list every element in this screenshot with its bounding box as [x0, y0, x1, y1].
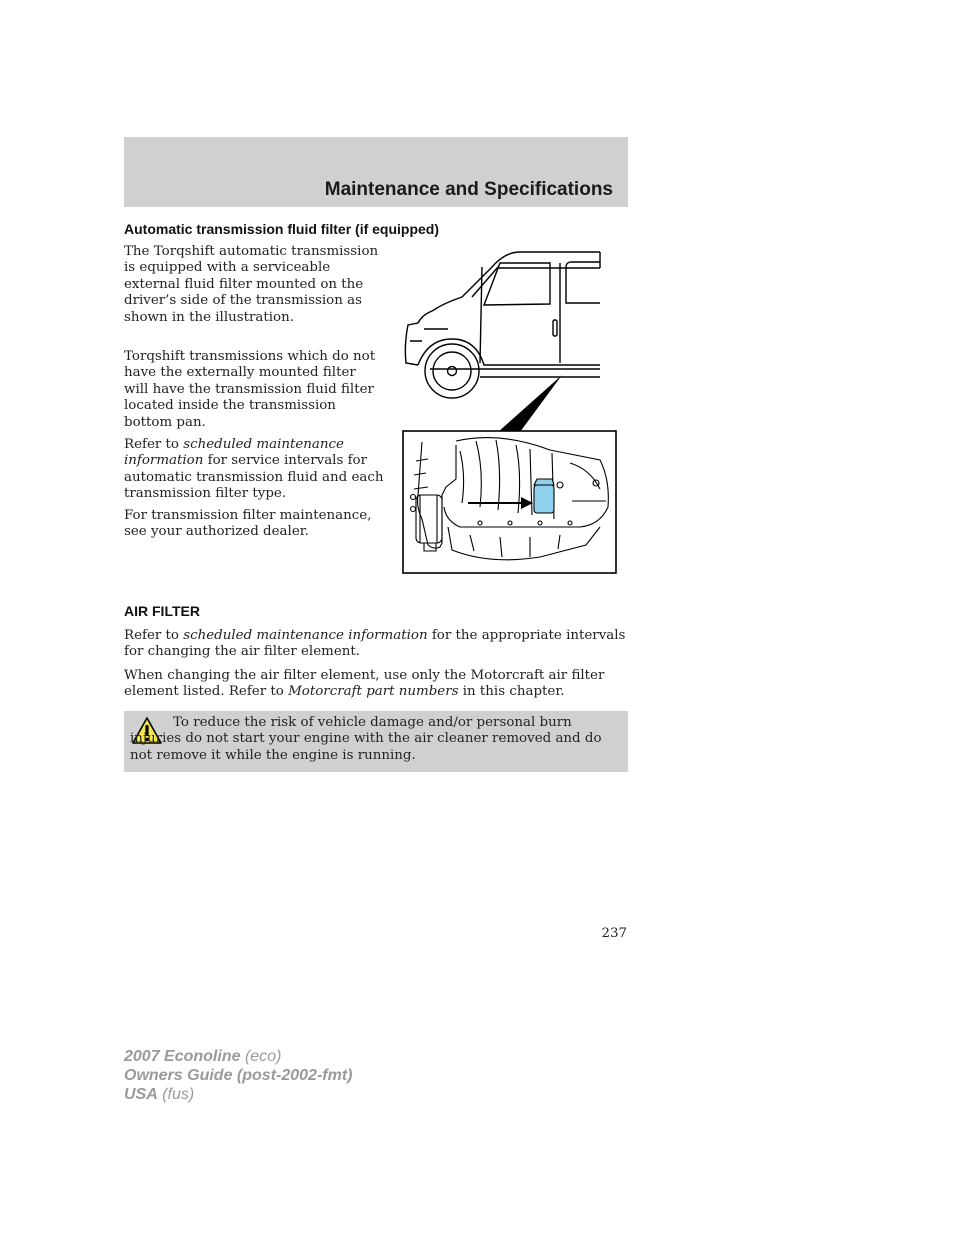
transmission-paragraph-1: The Torqshift automatic transmission is equipped with a serviceable external fluid filter mounted on the driver’s side of the transmission as shown in the illustration.	[124, 244, 379, 325]
footer-market-code: (fus)	[157, 1086, 195, 1103]
page-section-title: Maintenance and Specifications	[324, 179, 613, 200]
air-filter-heading: AIR FILTER	[124, 603, 200, 619]
text-run: When changing the air filter element, use only the Motorcraft air filter element listed. Refer to	[124, 668, 605, 700]
callout-pointer	[498, 375, 562, 432]
text-run: Refer to	[124, 437, 184, 452]
text-run: Refer to	[124, 628, 184, 643]
footer-line-1	[124, 1047, 352, 1066]
motorcraft-part-numbers-reference: Motorcraft part numbers	[288, 684, 459, 700]
external-fluid-filter-icon	[534, 485, 554, 513]
text-run: for the appropriate intervals for changing the air filter element.	[124, 628, 626, 660]
text-run: in this chapter.	[458, 684, 565, 700]
footer-model: 2007 Econoline	[124, 1048, 241, 1065]
footer-line-3	[124, 1085, 352, 1104]
warning-callout	[124, 711, 628, 772]
header-band	[124, 137, 628, 207]
air-filter-paragraph-1	[124, 628, 628, 661]
footer-market: USA	[124, 1086, 158, 1103]
van-transmission-illustration	[400, 245, 630, 580]
footer-line-2: Owners Guide (post-2002-fmt)	[124, 1067, 353, 1084]
text-run: for service intervals for automatic transmission fluid and each transmission filter type.	[124, 453, 384, 502]
air-filter-paragraph-2	[124, 668, 628, 701]
footer-model-code: (eco)	[240, 1048, 282, 1065]
transmission-paragraph-2: Torqshift transmissions which do not have the externally mounted filter will have the transmission fluid filter located inside the transmission bottom pan.	[124, 349, 376, 430]
transmission-paragraph-3	[124, 437, 384, 503]
scheduled-maintenance-reference: scheduled maintenance information	[183, 628, 428, 643]
transmission-filter-heading: Automatic transmission fluid filter (if equipped)	[124, 221, 440, 237]
scheduled-maintenance-reference: scheduled maintenance information	[124, 437, 344, 469]
warning-text: To reduce the risk of vehicle damage and/or personal burn injuries do not start your engine with the air cleaner removed and do not remove it while the engine is running.	[130, 715, 602, 763]
page-number: 237	[601, 926, 627, 941]
document-footer	[124, 1047, 352, 1104]
transmission-paragraph-4: For transmission filter maintenance, see your authorized dealer.	[124, 508, 372, 540]
van-icon	[405, 252, 600, 398]
